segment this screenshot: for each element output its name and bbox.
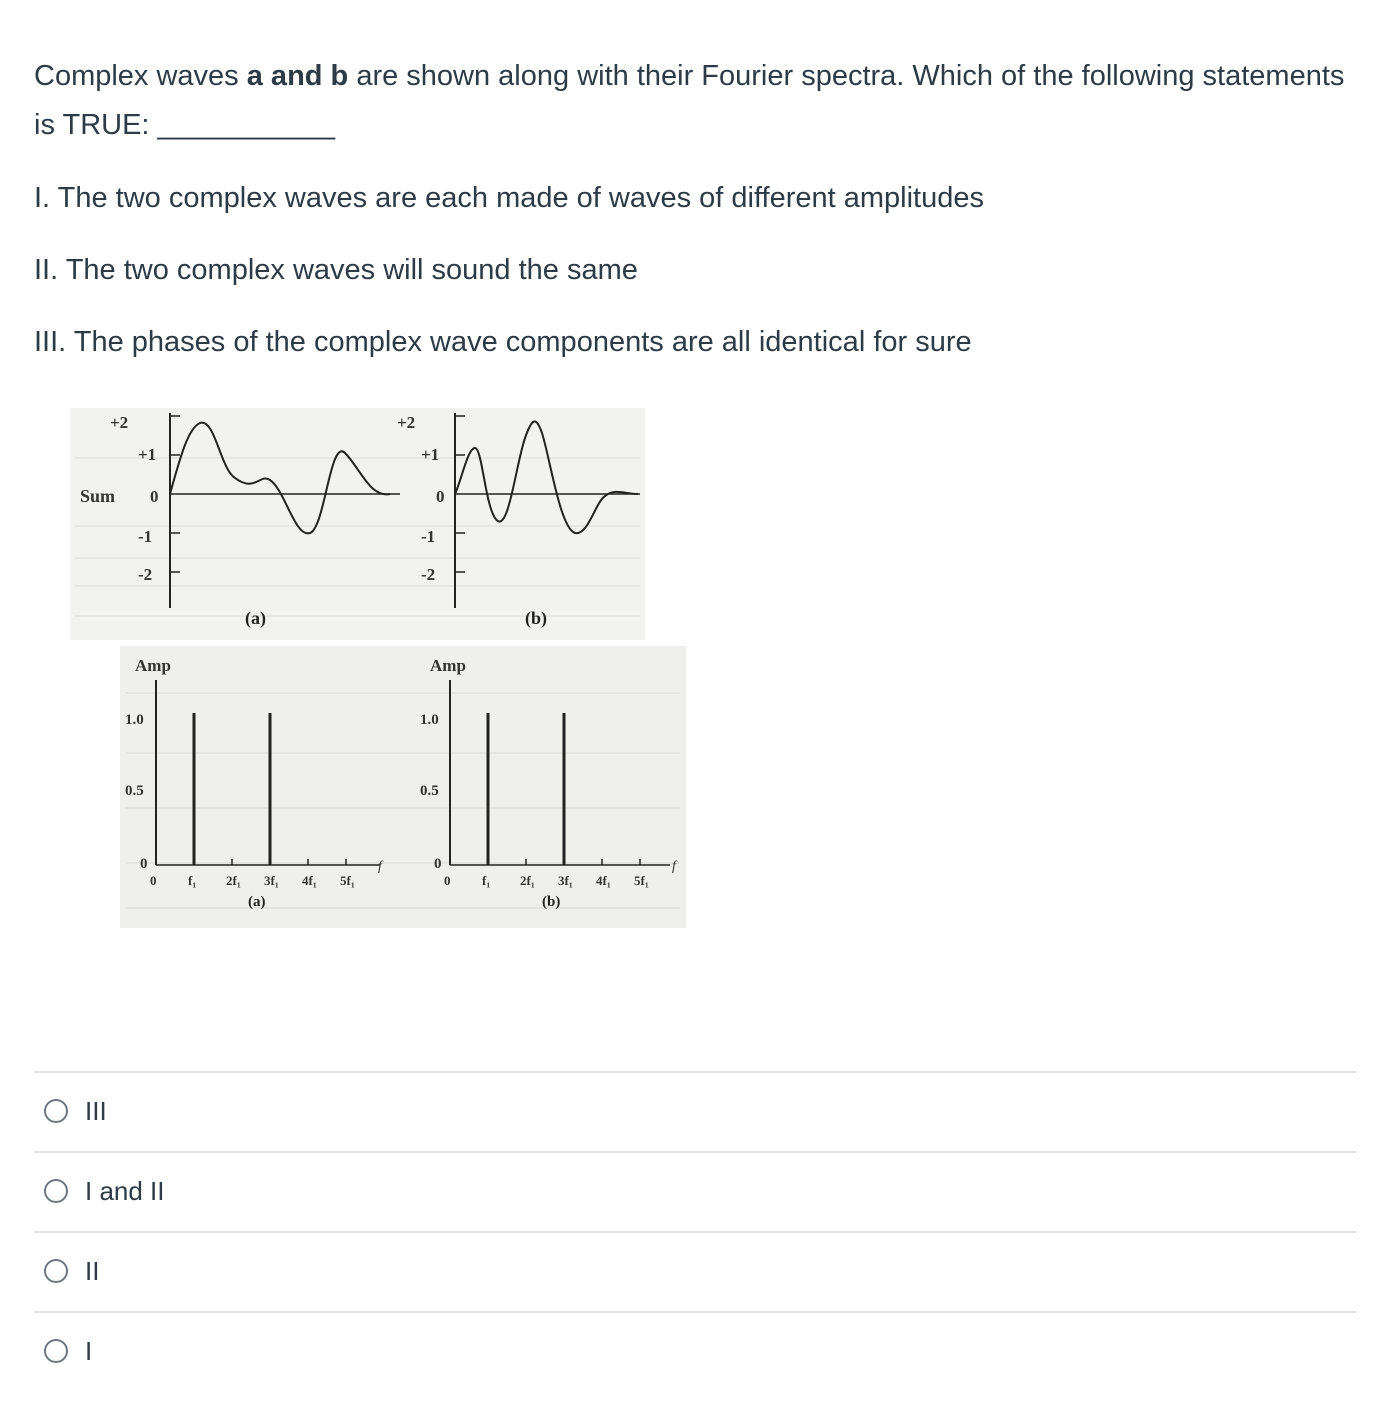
x-tick-label: 0	[444, 873, 451, 888]
radio-circle-icon[interactable]	[44, 1259, 68, 1283]
x-tick-label: 2f₁	[520, 873, 535, 888]
wave-a-tick-1: +1	[138, 445, 157, 464]
option-label: III	[85, 1095, 107, 1126]
spec-a-tick-05: 0.5	[125, 783, 144, 799]
x-tick-label: f₁	[188, 873, 197, 888]
x-tick-label: 3f₁	[264, 873, 279, 888]
wave-b-tick-m2: -2	[421, 565, 436, 584]
fourier-figure	[70, 408, 690, 938]
x-tick-label: 4f₁	[596, 873, 611, 888]
x-tick-label: 4f₁	[302, 873, 317, 888]
figure-svg	[70, 408, 690, 933]
radio-circle-icon[interactable]	[44, 1339, 68, 1363]
spec-b-tick-1: 1.0	[420, 712, 439, 728]
radio-circle-icon[interactable]	[44, 1179, 68, 1203]
option-label: I and II	[85, 1175, 165, 1206]
x-tick-label: 2f₁	[226, 873, 241, 888]
wave-b-panel-label: (b)	[525, 608, 547, 628]
option-3[interactable]	[34, 1232, 1356, 1310]
radio-circle-icon[interactable]	[44, 1099, 68, 1123]
statement-3: III. The phases of the complex wave components are all identical for sure	[34, 326, 972, 358]
statement-2: II. The two complex waves will sound the same	[34, 254, 638, 286]
spec-b-tick-05: 0.5	[420, 783, 439, 799]
statement-1: I. The two complex waves are each made of waves of different amplitudes	[34, 182, 984, 214]
wave-a-panel-label: (a)	[245, 608, 266, 628]
wave-a-y-label: Sum	[80, 486, 116, 506]
option-label: II	[85, 1255, 100, 1286]
wave-b-tick-1: +1	[421, 445, 440, 464]
x-tick-label: 0	[150, 873, 157, 888]
wave-b-tick-2: +2	[397, 413, 416, 432]
x-tick-label: 5f₁	[634, 873, 649, 888]
x-tick-label: f₁	[482, 873, 491, 888]
option-4[interactable]	[34, 1312, 1356, 1390]
x-tick-label: 3f₁	[558, 873, 573, 888]
question-intro: Complex waves	[34, 60, 247, 92]
spec-a-x-label: f	[378, 859, 382, 874]
spec-a-panel-label: (a)	[248, 894, 266, 910]
spec-b-panel-label: (b)	[542, 894, 561, 910]
wave-a-tick-2: +2	[110, 413, 129, 432]
wave-b-tick-0: 0	[436, 487, 445, 506]
option-1[interactable]	[34, 1072, 1356, 1150]
wave-b-tick-m1: -1	[421, 527, 436, 546]
spec-a-tick-0: 0	[140, 856, 148, 872]
wave-a-tick-0: 0	[150, 487, 159, 506]
spec-b-x-label: f	[672, 859, 676, 874]
x-tick-label: 5f₁	[340, 873, 355, 888]
spec-b-tick-0: 0	[434, 856, 442, 872]
option-label: I	[85, 1335, 93, 1366]
spec-a-tick-1: 1.0	[125, 712, 144, 728]
waveform-panel-bg	[70, 408, 645, 640]
spec-a-y-label: Amp	[135, 656, 171, 675]
wave-a-tick-m2: -2	[138, 565, 153, 584]
spec-b-y-label: Amp	[430, 656, 466, 675]
question-bold-term: a and b	[246, 60, 349, 92]
question-text	[34, 52, 1354, 150]
option-2[interactable]	[34, 1152, 1356, 1230]
wave-a-tick-m1: -1	[138, 527, 153, 546]
question-rest: are shown along with their Fourier spectra. Which of the following statements is TRUE: ___________	[34, 60, 1345, 141]
